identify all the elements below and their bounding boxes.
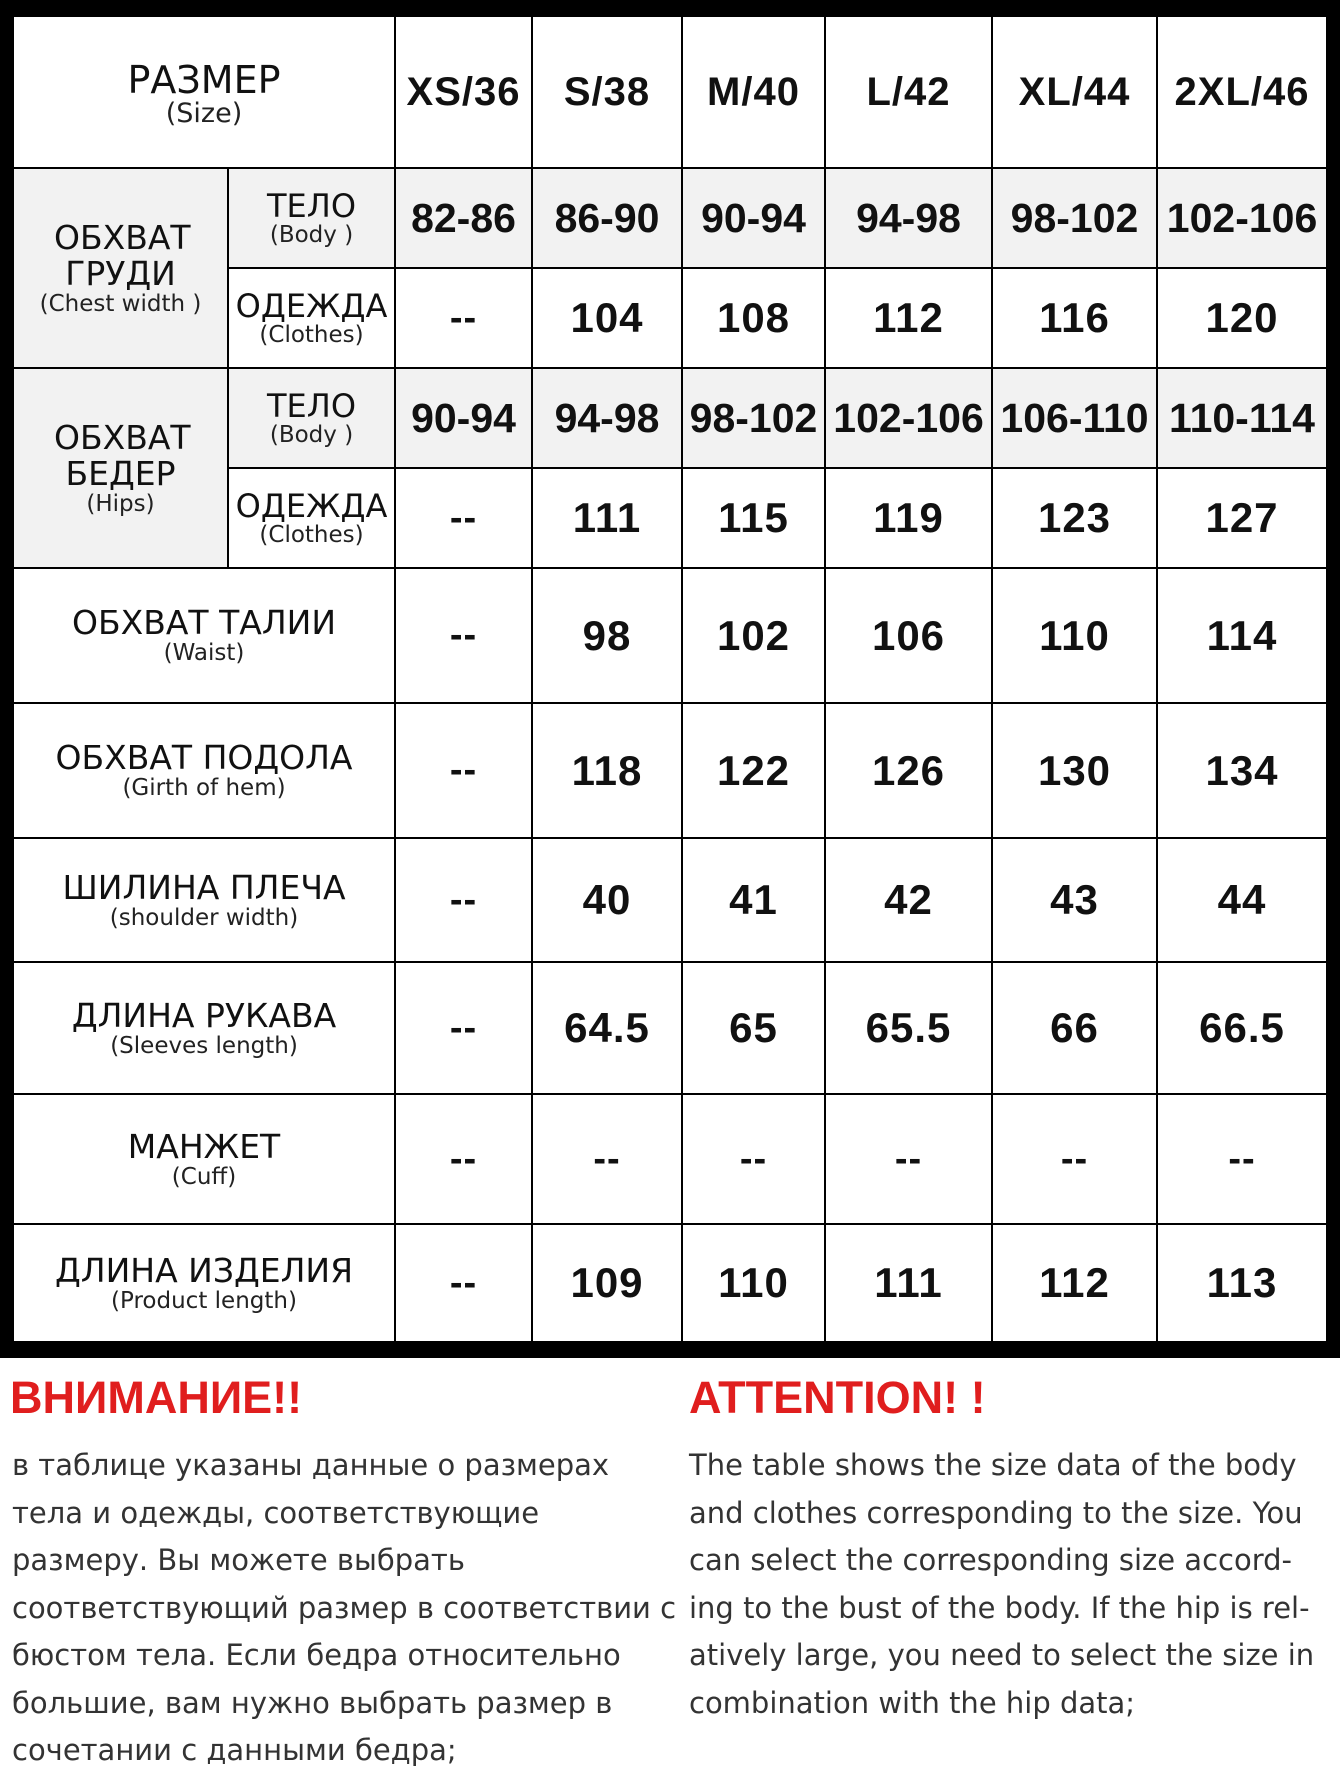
row-value: 40 [532, 838, 682, 962]
size-xl: XL/44 [992, 16, 1157, 168]
hips-clothes-label [228, 468, 395, 568]
attention-text-ru: в таблице указаны данные о размерах тела и одежды, соответствующие размеру. Вы можете выбрать соответствующий размер в соответствии с бюстом тела. Если бедра относительно большие, вам нужно выбрать размер в сочетании с данными бедра; [12, 1448, 677, 1767]
row-value: 111 [825, 1224, 992, 1342]
table-row [13, 962, 1327, 1094]
row-value: -- [395, 568, 532, 703]
row-value: 44 [1157, 838, 1327, 962]
size-title-en: (Size) [165, 97, 243, 129]
row-value: -- [395, 838, 532, 962]
hips-label-en: (Hips) [86, 490, 155, 517]
hips-body-value: 90-94 [395, 368, 532, 468]
row-value: 118 [532, 703, 682, 838]
size-chart-table [12, 15, 1328, 1343]
table-row [13, 1094, 1327, 1224]
hips-body-value: 102-106 [825, 368, 992, 468]
row-value: 130 [992, 703, 1157, 838]
row-value: 109 [532, 1224, 682, 1342]
row-value: 114 [1157, 568, 1327, 703]
chest-clothes-value: -- [395, 268, 532, 368]
hips-body-label [228, 368, 395, 468]
row-value: 64.5 [532, 962, 682, 1094]
row-value: -- [682, 1094, 825, 1224]
size-title: РАЗМЕР [127, 57, 281, 102]
row-value: 43 [992, 838, 1157, 962]
hips-clothes-value: 111 [532, 468, 682, 568]
row-label [13, 703, 395, 838]
row-label-ru: ОБХВАТ ПОДОЛА [55, 738, 353, 777]
table-row [13, 703, 1327, 838]
size-header-cell [13, 16, 395, 168]
header-row [13, 16, 1327, 168]
row-value: 98 [532, 568, 682, 703]
chest-body-value: 94-98 [825, 168, 992, 268]
hips-label [13, 368, 228, 568]
size-xs: XS/36 [395, 16, 532, 168]
hips-clothes-value: 127 [1157, 468, 1327, 568]
row-label-en: (Girth of hem) [122, 775, 286, 801]
row-value: 113 [1157, 1224, 1327, 1342]
chest-clothes-label [228, 268, 395, 368]
row-value: -- [395, 703, 532, 838]
row-label [13, 1094, 395, 1224]
row-value: 134 [1157, 703, 1327, 838]
row-label-ru: МАНЖЕТ [127, 1126, 281, 1166]
row-value: -- [992, 1094, 1157, 1224]
hips-body-value: 98-102 [682, 368, 825, 468]
size-m: M/40 [682, 16, 825, 168]
row-label [13, 962, 395, 1094]
hips-clothes-value: 119 [825, 468, 992, 568]
row-label [13, 838, 395, 962]
chest-clothes-value: 108 [682, 268, 825, 368]
chest-body-value: 102-106 [1157, 168, 1327, 268]
attention-text-en: The table shows the size data of the body and clothes corresponding to the size. You can select the corresponding size accord-ing to the bust of the body. If the hip is rel-atively large, you need to select the size in combination with the hip data; [689, 1448, 1315, 1720]
row-value: 110 [682, 1224, 825, 1342]
size-2xl: 2XL/46 [1157, 16, 1327, 168]
chest-body-label [228, 168, 395, 268]
table-row [13, 1224, 1327, 1342]
hips-clothes-value: 123 [992, 468, 1157, 568]
hips-body-value: 106-110 [992, 368, 1157, 468]
row-label-en: (Product length) [111, 1287, 297, 1314]
row-value: 65.5 [825, 962, 992, 1094]
body-label-ru: ТЕЛО [267, 387, 357, 425]
row-value: -- [1157, 1094, 1327, 1224]
chest-label-en: (Chest width ) [39, 290, 202, 317]
row-value: 65 [682, 962, 825, 1094]
row-value: 41 [682, 838, 825, 962]
body-label-ru: ТЕЛО [267, 187, 357, 225]
row-label-en: (shoulder width) [109, 904, 299, 931]
chest-label [13, 168, 228, 368]
row-label-en: (Waist) [163, 640, 245, 666]
row-value: 126 [825, 703, 992, 838]
row-label-ru: ДЛИНА ИЗДЕЛИЯ [54, 1250, 354, 1290]
hips-clothes-value: 115 [682, 468, 825, 568]
row-value: 106 [825, 568, 992, 703]
row-value: -- [395, 962, 532, 1094]
clothes-label-ru: ОДЕЖДА [235, 487, 388, 525]
row-label [13, 1224, 395, 1342]
row-label-ru: ОБХВАТ ТАЛИИ [72, 603, 336, 642]
table-row [13, 568, 1327, 703]
row-label [13, 568, 395, 703]
row-label-ru: ШИЛИНА ПЛЕЧА [62, 867, 346, 907]
hips-label-ru: ОБХВАТ БЕДЕР [54, 417, 191, 493]
clothes-label-ru: ОДЕЖДА [235, 287, 388, 325]
chest-body-row [13, 168, 1327, 268]
chest-body-value: 82-86 [395, 168, 532, 268]
row-value: 110 [992, 568, 1157, 703]
clothes-label-en: (Clothes) [259, 522, 364, 548]
attention-title-en: ATTENTION! ! [689, 1372, 986, 1423]
chest-clothes-value: 120 [1157, 268, 1327, 368]
hips-body-row [13, 368, 1327, 468]
row-value: 122 [682, 703, 825, 838]
row-value: -- [825, 1094, 992, 1224]
hips-body-value: 94-98 [532, 368, 682, 468]
row-value: 66 [992, 962, 1157, 1094]
row-value: -- [395, 1224, 532, 1342]
chest-body-value: 90-94 [682, 168, 825, 268]
chest-clothes-value: 112 [825, 268, 992, 368]
row-label-ru: ДЛИНА РУКАВА [71, 995, 337, 1035]
row-value: 112 [992, 1224, 1157, 1342]
size-l: L/42 [825, 16, 992, 168]
row-label-en: (Cuff) [171, 1163, 237, 1190]
row-value: 102 [682, 568, 825, 703]
chest-clothes-value: 104 [532, 268, 682, 368]
table-row [13, 838, 1327, 962]
size-s: S/38 [532, 16, 682, 168]
row-label-en: (Sleeves length) [110, 1032, 298, 1059]
clothes-label-en: (Clothes) [259, 322, 364, 348]
row-value: -- [532, 1094, 682, 1224]
chest-body-value: 98-102 [992, 168, 1157, 268]
chest-label-ru: ОБХВАТ ГРУДИ [54, 217, 191, 293]
attention-title-ru: ВНИМАНИЕ!! [10, 1372, 303, 1423]
body-label-en: (Body ) [269, 222, 354, 248]
hips-clothes-value: -- [395, 468, 532, 568]
body-label-en: (Body ) [269, 422, 354, 448]
row-value: -- [395, 1094, 532, 1224]
hips-body-value: 110-114 [1157, 368, 1327, 468]
row-value: 42 [825, 838, 992, 962]
chest-body-value: 86-90 [532, 168, 682, 268]
chest-clothes-value: 116 [992, 268, 1157, 368]
row-value: 66.5 [1157, 962, 1327, 1094]
